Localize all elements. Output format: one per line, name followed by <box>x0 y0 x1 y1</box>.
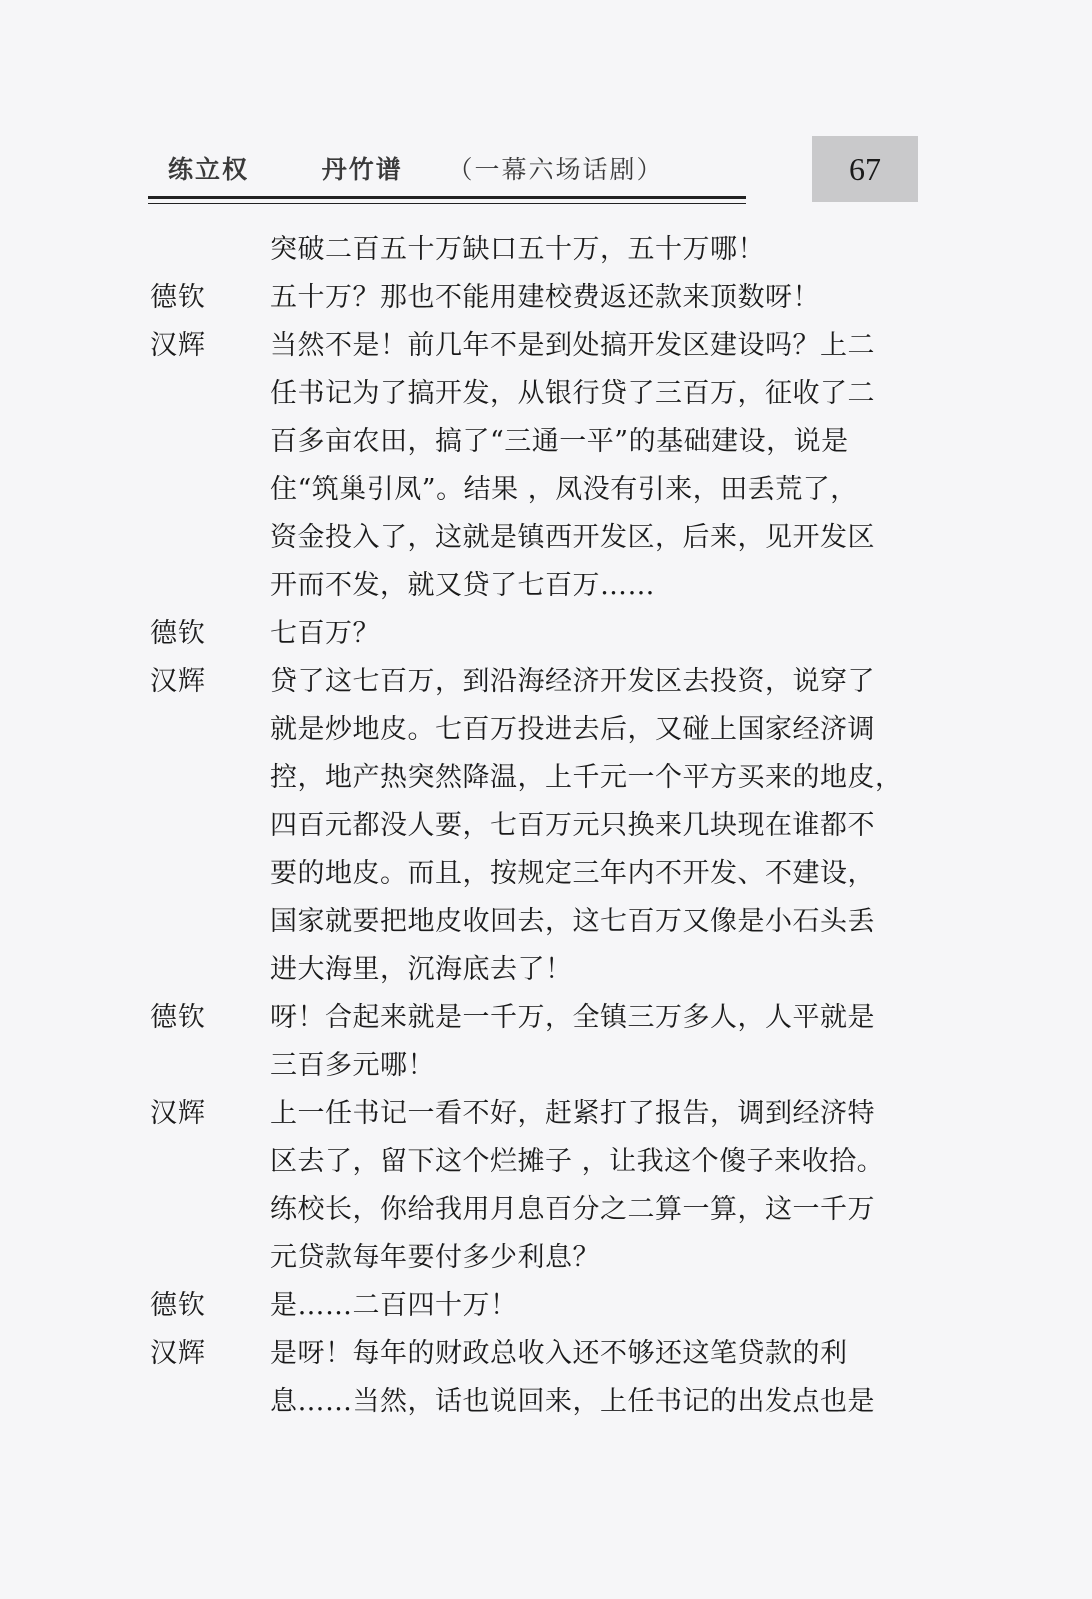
dialogue-entry <box>150 610 920 658</box>
speaker-name: 德钦 <box>150 1290 206 1321</box>
speech-line: 五十万？那也不能用建校费返还款来顶数呀！ <box>270 282 820 313</box>
play-dialogue <box>150 226 920 1426</box>
speaker-name: 德钦 <box>150 282 206 313</box>
speech-text <box>270 658 920 994</box>
speech-line: 开而不发，就又贷了七百万…… <box>270 570 655 601</box>
running-head <box>168 150 663 186</box>
speech-line: 四百元都没人要，七百万元只换来几块现在谁都不 <box>270 810 875 841</box>
speech-line: 七百万？ <box>270 618 380 649</box>
speech-line: 呀！合起来就是一千万，全镇三万多人，人平就是 <box>270 1002 875 1033</box>
speech-line: 贷了这七百万，到沿海经济开发区去投资，说穿了 <box>270 666 875 697</box>
speech-line: 区去了，留下这个烂摊子 ，让我这个傻子来收拾。 <box>270 1146 885 1177</box>
page-number-text: 67 <box>849 150 881 187</box>
speech-line: 元贷款每年要付多少利息？ <box>270 1242 600 1273</box>
header-author: 练立权 <box>168 155 250 184</box>
speech-text <box>270 1330 920 1426</box>
header-subtitle: （一幕六场话剧） <box>447 155 664 184</box>
speaker-name: 汉辉 <box>150 1338 206 1369</box>
speech-text <box>270 226 920 274</box>
dialogue-entry <box>150 1330 920 1426</box>
dialogue-entry <box>150 994 920 1090</box>
speech-line: 是呀！每年的财政总收入还不够还这笔贷款的利 <box>270 1338 848 1369</box>
dialogue-entry <box>150 1282 920 1330</box>
speech-line: 住“筑巢引凤”。结果 ，凤没有引来，田丢荒了， <box>270 474 858 505</box>
speaker-name: 德钦 <box>150 618 206 649</box>
speech-text <box>270 1282 920 1330</box>
dialogue-entry <box>150 274 920 322</box>
dialogue-entry <box>150 226 920 274</box>
speech-line: 当然不是！前几年不是到处搞开发区建设吗？上二 <box>270 330 875 361</box>
speech-line: 突破二百五十万缺口五十万，五十万哪！ <box>270 234 765 265</box>
header-title: 丹竹谱 <box>321 155 403 184</box>
speaker-name: 汉辉 <box>150 666 206 697</box>
speech-line: 百多亩农田，搞了“三通一平”的基础建设，说是 <box>270 426 849 457</box>
speech-text <box>270 1090 920 1282</box>
speech-line: 是……二百四十万！ <box>270 1290 518 1321</box>
dialogue-entry <box>150 658 920 994</box>
speech-text <box>270 994 920 1090</box>
header-rule-thick <box>148 196 746 199</box>
speech-line: 三百多元哪！ <box>270 1050 435 1081</box>
speech-line: 练校长，你给我用月息百分之二算一算，这一千万 <box>270 1194 875 1225</box>
speech-line: 要的地皮。而且，按规定三年内不开发、不建设， <box>270 858 875 889</box>
speech-line: 任书记为了搞开发，从银行贷了三百万，征收了二 <box>270 378 875 409</box>
speech-text <box>270 274 920 322</box>
speech-line: 息……当然，话也说回来，上任书记的出发点也是 <box>270 1386 875 1417</box>
dialogue-entry <box>150 322 920 610</box>
header-rule-thin <box>148 203 746 204</box>
speech-line: 资金投入了，这就是镇西开发区，后来，见开发区 <box>270 522 875 553</box>
speech-line: 国家就要把地皮收回去，这七百万又像是小石头丢 <box>270 906 875 937</box>
speaker-name: 德钦 <box>150 1002 206 1033</box>
speech-line: 进大海里，沉海底去了！ <box>270 954 573 985</box>
speech-text <box>270 322 920 610</box>
speech-line: 上一任书记一看不好，赶紧打了报告，调到经济特 <box>270 1098 875 1129</box>
speech-line: 控，地产热突然降温，上千元一个平方买来的地皮， <box>270 762 903 793</box>
speaker-name: 汉辉 <box>150 1098 206 1129</box>
speaker-name: 汉辉 <box>150 330 206 361</box>
speech-text <box>270 610 920 658</box>
page-number <box>812 136 918 202</box>
speech-line: 就是炒地皮。七百万投进去后，又碰上国家经济调 <box>270 714 875 745</box>
dialogue-entry <box>150 1090 920 1282</box>
